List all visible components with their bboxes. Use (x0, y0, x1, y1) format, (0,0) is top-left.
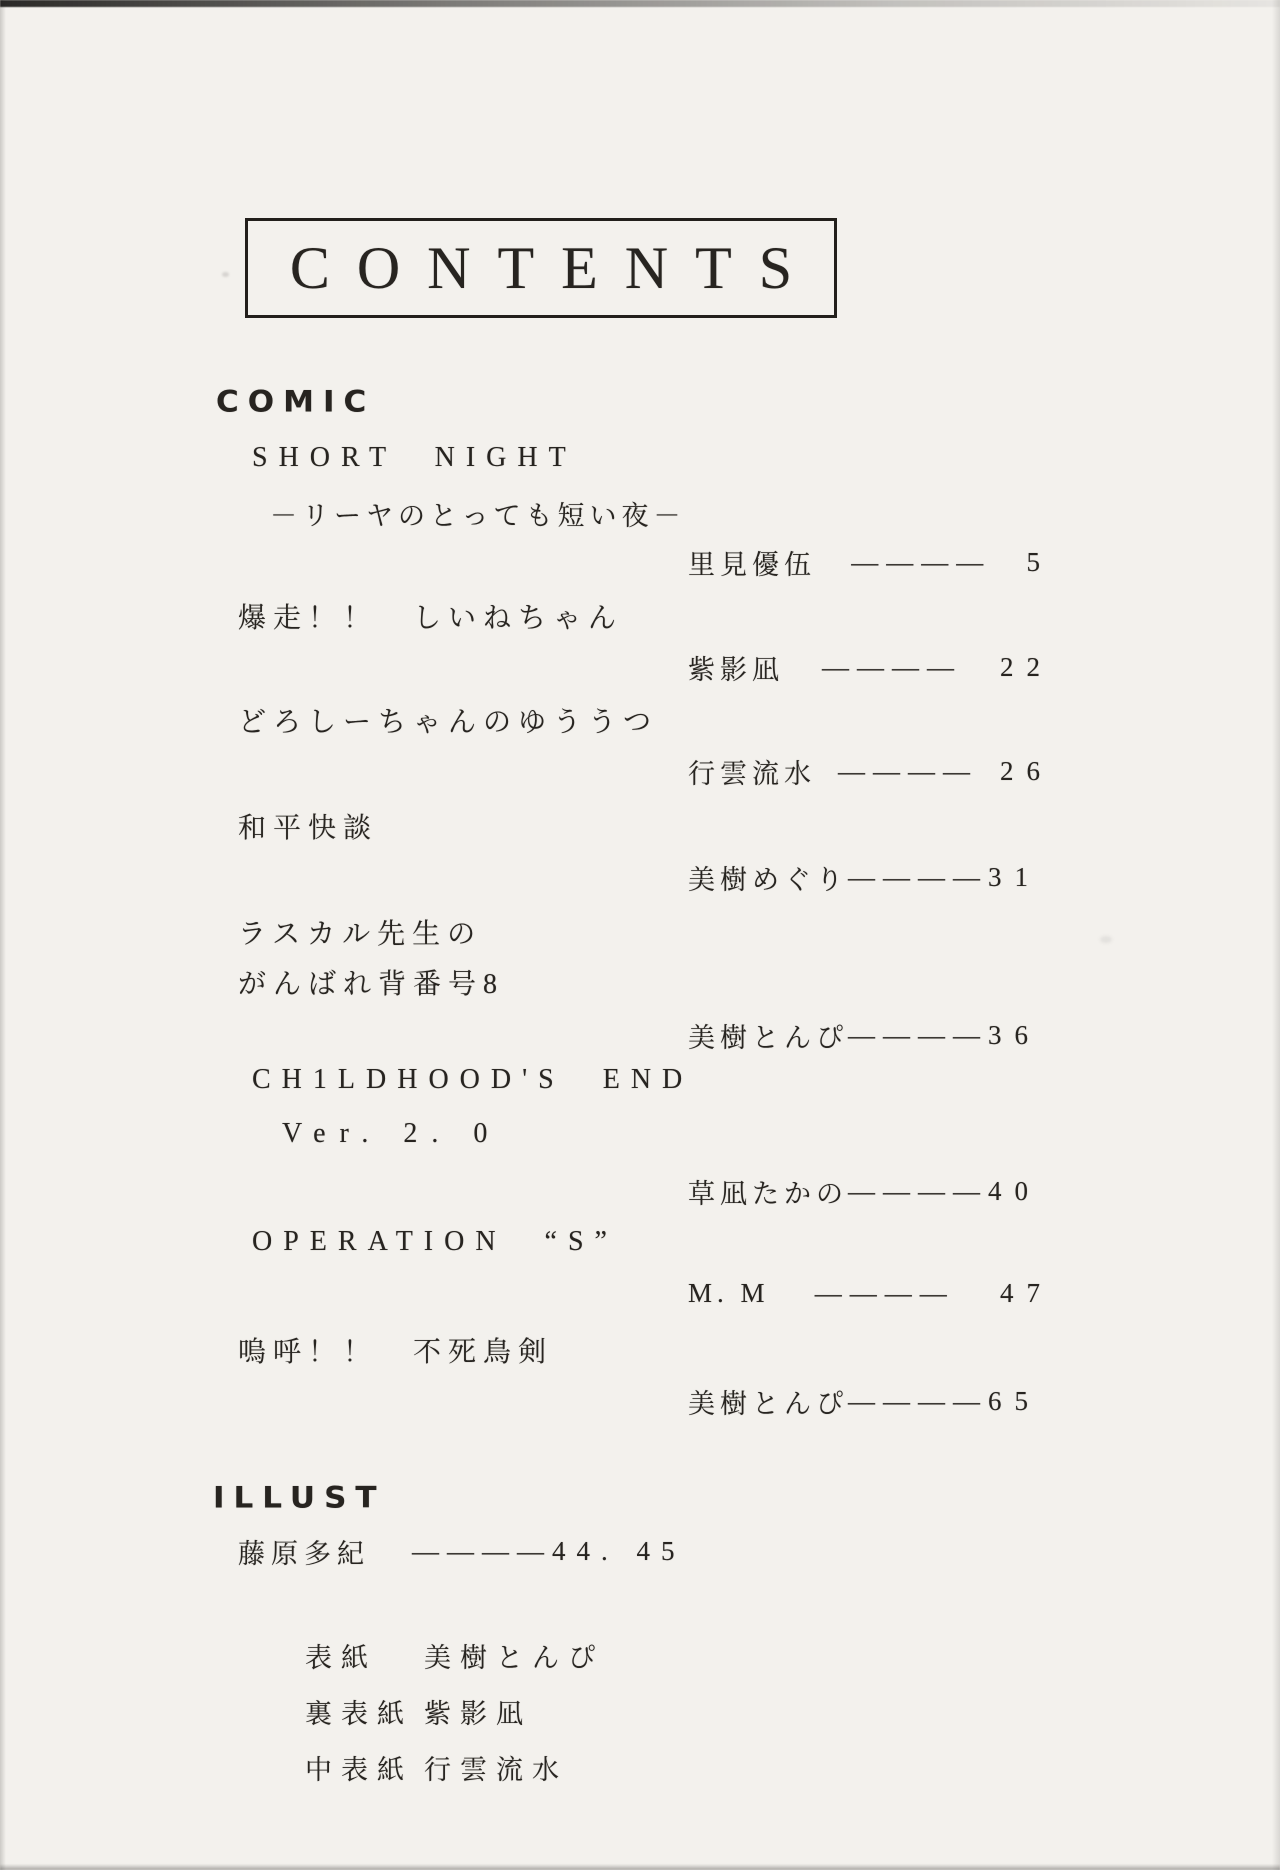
author-page-row (688, 1382, 1040, 1421)
page-number: 5 (1026, 547, 1053, 577)
author-page-row (688, 648, 1053, 687)
dash-leader: ―――― (412, 1536, 552, 1566)
page-number: 31 (988, 862, 1041, 892)
author-page-row (688, 858, 1040, 897)
dash-leader: ―――― (851, 547, 992, 577)
entry-title: どろしーちゃんのゆううつ (238, 707, 659, 738)
author-page-row (688, 752, 1053, 791)
dash-leader: ―――― (848, 1020, 988, 1050)
entry-title: 爆走！！ しいねちゃん (238, 603, 624, 634)
author-name: 行雲流水 (688, 759, 816, 789)
credit-label: 表紙 (305, 1643, 377, 1673)
author-name: 藤原多紀 (238, 1539, 370, 1569)
dash-leader: ―――― (848, 1176, 988, 1206)
entry-title: SHORT NIGHT (252, 442, 577, 473)
author-page-row (688, 1172, 1040, 1211)
page-number: 36 (988, 1020, 1041, 1050)
scan-edge-bottom (0, 1864, 1280, 1870)
author-name: 美樹とんぴ (688, 1389, 848, 1419)
entry-title: 和平快談 (238, 813, 379, 844)
credit-name: 行雲流水 (424, 1755, 568, 1785)
entry-subtitle: －リーヤのとっても短い夜－ (270, 501, 686, 531)
credit-label: 中表紙 (305, 1755, 413, 1785)
author-name: 里見優伍 (688, 550, 816, 580)
dash-leader: ―――― (848, 862, 988, 892)
scan-edge-left (0, 0, 6, 1870)
author-name: 紫影凪 (688, 655, 784, 685)
dash-leader: ―――― (838, 756, 978, 786)
credit-label: 裏表紙 (305, 1699, 413, 1729)
entry-title: ラスカル先生の (238, 919, 483, 950)
author-name: 美樹めぐり (688, 865, 848, 895)
author-page-row (688, 1278, 1053, 1309)
page-number: 47 (999, 1278, 1053, 1308)
author-name: M. M (688, 1278, 770, 1308)
illust-heading: ILLUST (213, 1480, 386, 1516)
contents-title-box (245, 218, 837, 318)
page-title: CONTENTS (289, 234, 820, 301)
entry-title: 嗚呼！！ 不死鳥剣 (238, 1337, 554, 1368)
dash-leader: ―――― (822, 652, 962, 682)
author-page-row (688, 543, 1053, 582)
author-name: 美樹とんぴ (688, 1023, 848, 1053)
scan-edge-top (0, 0, 1280, 7)
entry-title-line2: Ver. 2. 0 (282, 1118, 502, 1149)
page-number: 26 (1000, 756, 1053, 786)
page-number: 44. 45 (552, 1536, 686, 1566)
credit-name: 美樹とんぴ (424, 1643, 604, 1673)
entry-title: CH1LDHOOD'S END (252, 1064, 694, 1095)
page-number: 65 (988, 1386, 1041, 1416)
page-number: 22 (1000, 652, 1053, 682)
scan-speck (1100, 936, 1112, 943)
author-name: 草凪たかの (688, 1179, 848, 1209)
comic-heading: COMIC (216, 384, 376, 420)
dash-leader: ―――― (814, 1278, 955, 1308)
scan-speck (222, 272, 229, 277)
entry-title: OPERATION “S” (252, 1226, 618, 1257)
credit-name: 紫影凪 (424, 1699, 532, 1729)
author-page-row (688, 1016, 1040, 1055)
dash-leader: ―――― (848, 1386, 988, 1416)
illust-row (238, 1532, 686, 1571)
entry-title-line2: がんばれ背番号8 (238, 969, 505, 1000)
scan-edge-right (1272, 0, 1280, 1870)
page-number: 40 (988, 1176, 1041, 1206)
